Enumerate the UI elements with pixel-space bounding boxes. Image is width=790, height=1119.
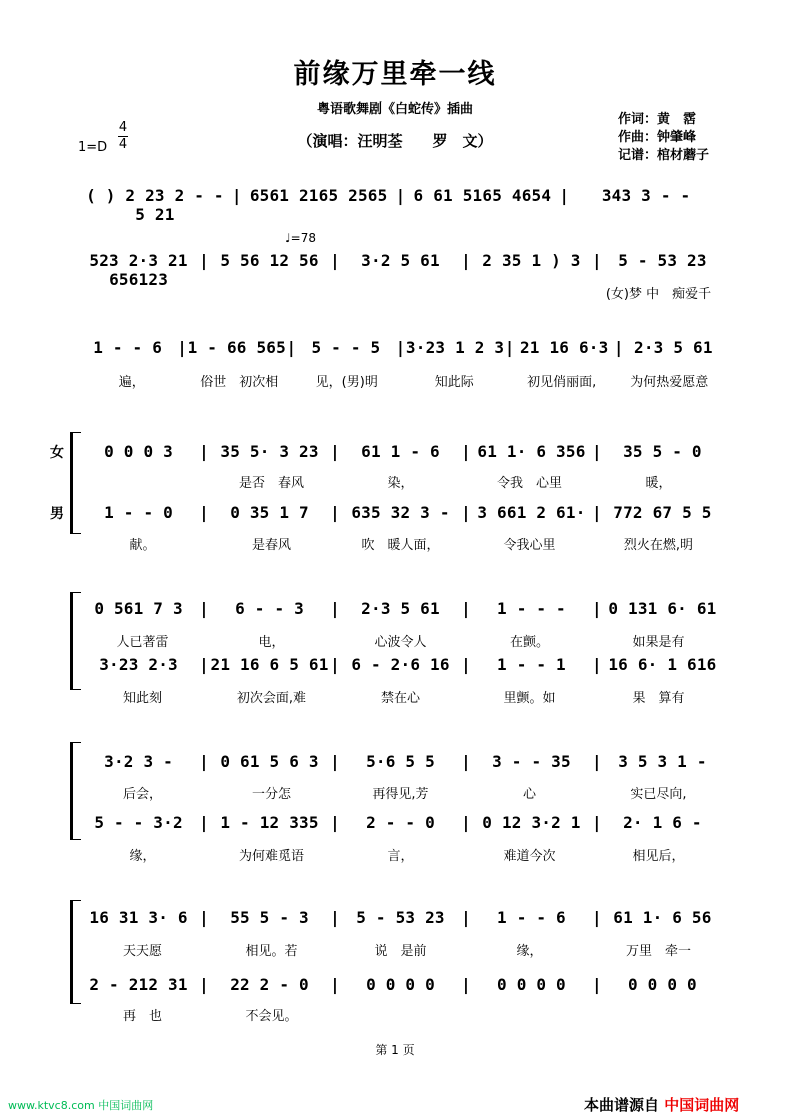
- lyric-segment: 初见俏丽面,: [527, 375, 597, 390]
- measure: 1 - - 1: [497, 655, 566, 674]
- measure: 2 35 1 ) 3: [482, 251, 581, 270]
- barline: |: [199, 975, 209, 994]
- notation-line: [78, 975, 723, 994]
- lyric-segment: [594, 1005, 723, 1024]
- lyric-segment: 知此际: [434, 375, 474, 390]
- barline: |: [231, 186, 242, 205]
- footer-watermark: www.ktvc8.com 中国词曲网: [8, 1099, 154, 1112]
- measure: 1 - - -: [497, 599, 566, 618]
- barline: |: [199, 752, 209, 771]
- lyric-segment: 缘，: [516, 944, 543, 959]
- lyric-line: [78, 687, 723, 706]
- lyric-segment: [207, 283, 336, 302]
- measure: 343 3 - -: [601, 186, 691, 205]
- lyric-segment: 相见后，: [632, 849, 685, 864]
- measure: 61 1· 6 356: [477, 442, 586, 461]
- measure: 6 - - 3: [235, 599, 304, 618]
- lyric-segment: 初次会面,难: [236, 691, 307, 706]
- measure: 35 5 - 0: [623, 442, 702, 461]
- lyric-segment: 是否 春风: [238, 476, 304, 491]
- measure: 1 - - 0: [104, 503, 173, 522]
- barline: |: [199, 655, 209, 674]
- lyric-line: [78, 631, 723, 650]
- lyric-segment: 染，: [387, 476, 414, 491]
- lyric-segment: 禁在心: [380, 691, 420, 706]
- barline: |: [461, 655, 471, 674]
- barline: |: [461, 908, 471, 927]
- measure: 3·2 3 -: [104, 752, 173, 771]
- lyric-segment: 心波令人: [374, 635, 427, 650]
- barline: |: [461, 975, 471, 994]
- measure: 2·3 5 61: [361, 599, 440, 618]
- measure: 0 0 0 0: [366, 975, 435, 994]
- measure: 0 0 0 0: [628, 975, 697, 994]
- measure: 3·23 2·3: [99, 655, 178, 674]
- notation-line: [78, 442, 723, 461]
- lyric-segment: 知此刻: [122, 691, 162, 706]
- lyricist-credit: 作词：黄 霑: [618, 112, 697, 127]
- measure: 3·23 1 2 3: [405, 338, 505, 357]
- notation-line: [78, 186, 723, 224]
- measure: 21 16 6·3: [519, 338, 609, 357]
- measure: 5 56 12 56: [220, 251, 319, 270]
- barline: |: [592, 251, 602, 270]
- barline: |: [330, 251, 340, 270]
- lyric-line: [78, 1005, 723, 1024]
- measure: 61 1 - 6: [361, 442, 440, 461]
- lyric-segment: 里颤。如: [503, 691, 556, 706]
- notation-line: [78, 338, 723, 357]
- lyric-segment: 是春风: [251, 538, 291, 553]
- lyric-line: [78, 783, 723, 802]
- system-brace: [70, 900, 81, 1004]
- measure: ( ) 2 23 2 - - 5 21: [86, 186, 224, 224]
- notation-line: [78, 503, 723, 522]
- composer-credit: 作曲：钟肇峰: [618, 130, 697, 145]
- lyric-segment: 见，(男)明: [315, 375, 378, 390]
- notation-line: [78, 813, 723, 832]
- measure: 35 5· 3 23: [220, 442, 319, 461]
- lyric-segment: 万里 牵一: [625, 944, 691, 959]
- lyric-line: [78, 472, 723, 491]
- measure: 2 - 212 31: [89, 975, 188, 994]
- measure: 5 - - 3·2: [94, 813, 183, 832]
- lyric-segment: 实已尽向,: [630, 787, 687, 802]
- barline: |: [330, 599, 340, 618]
- lyric-segment: 再 也: [122, 1009, 162, 1024]
- lyric-segment: 烈火在燃,明: [623, 538, 694, 553]
- barline: |: [199, 503, 209, 522]
- measure: 772 67 5 5: [613, 503, 712, 522]
- measure: 3·2 5 61: [361, 251, 440, 270]
- lyric-segment: 在颤。: [509, 635, 549, 650]
- barline: |: [330, 908, 340, 927]
- barline: |: [330, 655, 340, 674]
- measure: 16 6· 1 616: [608, 655, 717, 674]
- lyric-segment: 后会，: [122, 787, 162, 802]
- footer-source: [584, 1094, 739, 1115]
- singers: （演唱：汪明荃 罗 文）: [297, 132, 493, 150]
- measure: 2 - - 0: [366, 813, 435, 832]
- barline: |: [613, 338, 624, 357]
- barline: |: [330, 752, 340, 771]
- measure: 523 2·3 21 656123: [89, 251, 188, 289]
- time-sig-bottom: 4: [118, 137, 128, 152]
- lyric-line: [78, 283, 723, 302]
- barline: |: [330, 503, 340, 522]
- barline: |: [330, 442, 340, 461]
- barline: |: [461, 442, 471, 461]
- system-brace: [70, 742, 81, 840]
- lyric-segment: (女)梦 中 痴爱千: [605, 287, 712, 302]
- lyric-segment: 说 是前: [374, 944, 427, 959]
- page-title: 前缘万里牵一线: [293, 59, 497, 90]
- lyric-segment: 暖，: [645, 476, 672, 491]
- measure: 2· 1 6 -: [623, 813, 702, 832]
- barline: |: [592, 813, 602, 832]
- lyric-segment: [78, 283, 207, 302]
- lyric-segment: [465, 283, 594, 302]
- lyric-segment: 心: [522, 787, 536, 802]
- measure: 61 1· 6 56: [613, 908, 712, 927]
- barline: |: [461, 251, 471, 270]
- measure: 6 61 5165 4654: [413, 186, 552, 205]
- barline: |: [395, 338, 406, 357]
- measure: 16 31 3· 6: [89, 908, 188, 927]
- time-sig-top: 4: [118, 120, 128, 135]
- lyric-segment: [336, 1005, 465, 1024]
- measure: 5 - 53 23: [356, 908, 445, 927]
- lyric-segment: [78, 472, 207, 491]
- barline: |: [592, 442, 602, 461]
- lyric-segment: 缘，: [129, 849, 156, 864]
- lyric-segment: 遍，: [118, 375, 145, 390]
- notation-credit: 记谱：棺材蘑子: [618, 148, 710, 163]
- measure: 635 32 3 -: [351, 503, 450, 522]
- lyric-segment: 俗世 初次相: [200, 375, 279, 390]
- lyric-segment: 人已著雷: [116, 635, 169, 650]
- measure: 2·3 5 61: [634, 338, 713, 357]
- footer-source-site: 中国词曲网: [664, 1096, 740, 1114]
- measure: 5 - 53 23: [618, 251, 707, 270]
- barline: |: [592, 503, 602, 522]
- barline: |: [199, 908, 209, 927]
- barline: |: [395, 186, 406, 205]
- system-brace: [70, 432, 81, 534]
- lyric-segment: 不会见。: [245, 1009, 298, 1024]
- barline: |: [504, 338, 515, 357]
- barline: |: [592, 655, 602, 674]
- lyric-line: [78, 940, 723, 959]
- barline: |: [330, 975, 340, 994]
- notation-line: [78, 599, 723, 618]
- lyric-segment: 献。: [129, 538, 156, 553]
- barline: |: [199, 813, 209, 832]
- barline: |: [177, 338, 188, 357]
- measure: 1 - - 6: [497, 908, 566, 927]
- lyric-segment: 令我心里: [503, 538, 556, 553]
- measure: 21 16 6 5 61: [210, 655, 329, 674]
- lyric-segment: 天天愿: [122, 944, 162, 959]
- lyric-line: [78, 845, 723, 864]
- lyric-segment: 令我 心里: [496, 476, 562, 491]
- lyric-segment: 相见。若: [245, 944, 298, 959]
- lyric-segment: 电，: [258, 635, 285, 650]
- barline: |: [461, 813, 471, 832]
- footer-source-prefix: 本曲谱源自: [584, 1096, 660, 1114]
- lyric-line: [78, 534, 723, 553]
- subtitle: 粤语歌舞剧《白蛇传》插曲: [316, 102, 473, 117]
- barline: |: [592, 599, 602, 618]
- barline: |: [592, 908, 602, 927]
- measure: 55 5 - 3: [230, 908, 309, 927]
- barline: |: [461, 599, 471, 618]
- measure: 22 2 - 0: [230, 975, 309, 994]
- lyric-segment: 为何热爱愿意: [630, 375, 709, 390]
- barline: |: [199, 442, 209, 461]
- lyric-segment: 一分怎: [251, 787, 291, 802]
- measure: 5 - - 5: [311, 338, 381, 357]
- lyric-segment: 再得见,芳: [372, 787, 429, 802]
- measure: 6 - 2·6 16: [351, 655, 450, 674]
- barline: |: [592, 752, 602, 771]
- measure: 1 - 12 335: [220, 813, 319, 832]
- lyric-segment: 为何难觅语: [238, 849, 304, 864]
- measure: 0 561 7 3: [94, 599, 183, 618]
- time-signature: [118, 120, 128, 153]
- barline: |: [592, 975, 602, 994]
- key-signature: 1=D: [78, 140, 108, 155]
- female-voice-label: 女: [50, 445, 64, 461]
- barline: |: [559, 186, 570, 205]
- measure: 1 - 66 565: [187, 338, 286, 357]
- barline: |: [461, 503, 471, 522]
- lyric-segment: [336, 283, 465, 302]
- tempo-marking: ♩=78: [285, 231, 316, 245]
- lyric-segment: [465, 1005, 594, 1024]
- lyric-segment: 言，: [387, 849, 414, 864]
- barline: |: [199, 251, 209, 270]
- page-number: 第 1 页: [375, 1043, 415, 1057]
- system-brace: [70, 592, 81, 690]
- measure: 0 0 0 0: [497, 975, 566, 994]
- lyric-segment: 果 算有: [632, 691, 685, 706]
- barline: |: [199, 599, 209, 618]
- lyric-segment: 如果是有: [632, 635, 685, 650]
- measure: 5·6 5 5: [366, 752, 435, 771]
- barline: |: [461, 752, 471, 771]
- barline: |: [286, 338, 297, 357]
- measure: 6561 2165 2565: [249, 186, 388, 205]
- measure: 3 - - 35: [492, 752, 571, 771]
- notation-line: [78, 908, 723, 927]
- measure: 0 12 3·2 1: [482, 813, 581, 832]
- measure: 0 131 6· 61: [608, 599, 717, 618]
- barline: |: [330, 813, 340, 832]
- measure: 0 61 5 6 3: [220, 752, 319, 771]
- lyric-line: [78, 371, 723, 390]
- measure: 1 - - 6: [93, 338, 163, 357]
- measure: 3 661 2 61·: [477, 503, 586, 522]
- measure: 3 5 3 1 -: [618, 752, 707, 771]
- notation-line: [78, 752, 723, 771]
- measure: 0 0 0 3: [104, 442, 173, 461]
- lyric-segment: 吹 暖人面，: [361, 538, 440, 553]
- male-voice-label: 男: [50, 506, 64, 522]
- measure: 0 35 1 7: [230, 503, 309, 522]
- notation-line: [78, 655, 723, 674]
- lyric-segment: 难道今次: [503, 849, 556, 864]
